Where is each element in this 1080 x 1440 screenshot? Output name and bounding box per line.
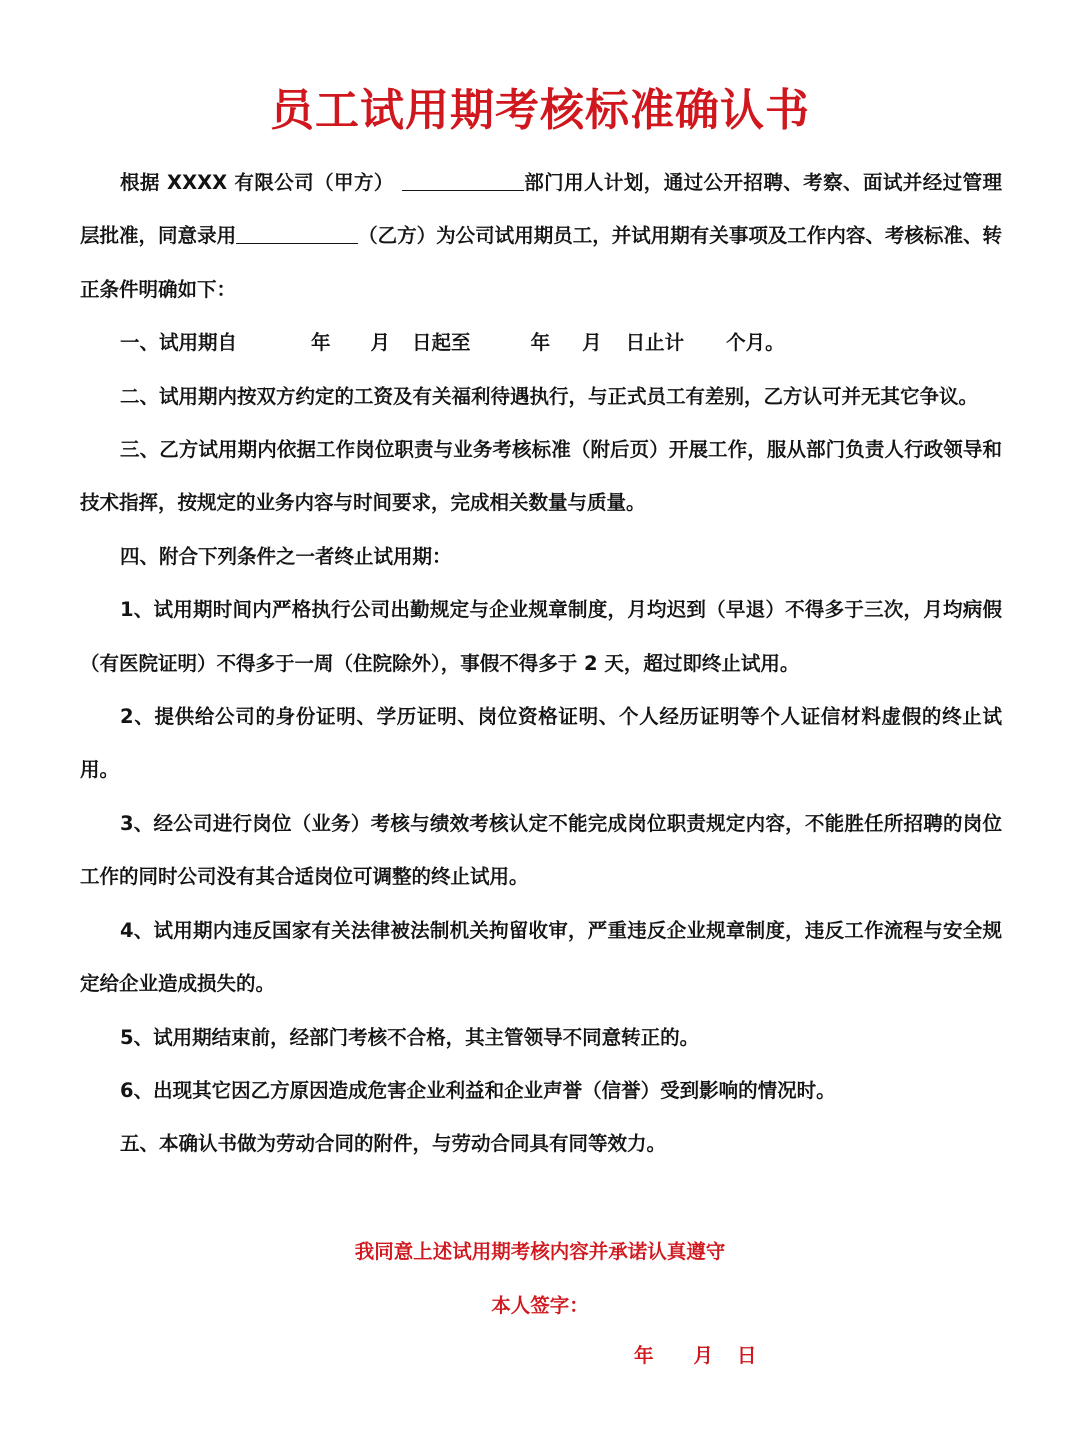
sign-date-day: 日: [737, 1344, 757, 1367]
sign-date-year: 年: [634, 1344, 654, 1367]
intro-text-1: 根据 XXXX 有限公司（甲方）: [120, 171, 394, 194]
clause-1-prefix: 一、试用期自: [120, 331, 238, 355]
intro-paragraph: [80, 156, 1002, 316]
clause-1-day-to: 日止计: [625, 331, 685, 355]
department-blank[interactable]: [402, 168, 524, 191]
sign-date-month: 月: [693, 1344, 714, 1367]
clause-2: 二、试用期内按双方约定的工资及有关福利待遇执行，与正式员工有差别，乙方认可并无其它争议。: [120, 384, 979, 408]
condition-item-6: 6、出现其它因乙方原因造成危害企业利益和企业声誉（信誉）受到影响的情况时。: [120, 1078, 836, 1102]
clause-5: 五、本确认书做为劳动合同的附件，与劳动合同具有同等效力。: [120, 1132, 667, 1156]
condition-item-3: 3、经公司进行岗位（业务）考核与绩效考核认定不能完成岗位职责规定内容，不能胜任所招聘的岗位工作的同时公司没有其合适岗位可调整的终止试用。: [80, 811, 1002, 889]
document-title: 员工试用期考核标准确认书: [270, 85, 810, 136]
intro-text-3: （乙方）为公司试用期员工，并试用期有关事项及工作内容、考核标准、转正条件明确如下：: [80, 224, 1002, 301]
clause-1: [80, 316, 1002, 369]
clause-3: 三、乙方试用期内依据工作岗位职责与业务考核标准（附后页）开展工作，服从部门负责人行政领导和技术指挥，按规定的业务内容与时间要求，完成相关数量与质量。: [80, 438, 1002, 515]
condition-item-2: 2、提供给公司的身份证明、学历证明、岗位资格证明、个人经历证明等个人证信材料虚假的终止试用。: [80, 705, 1002, 782]
condition-item-5: 5、试用期结束前，经部门考核不合格，其主管领导不同意转正的。: [120, 1025, 700, 1049]
clause-1-day-from: 日起至: [412, 331, 471, 355]
clause-1-year-from: 年: [311, 331, 331, 355]
clause-1-months: 个月。: [726, 331, 785, 355]
signature-date: [634, 1340, 757, 1368]
clause-1-month-from: 月: [370, 331, 391, 355]
clause-4: 四、附合下列条件之一者终止试用期：: [120, 544, 452, 568]
agreement-statement: 我同意上述试用期考核内容并承诺认真遵守: [354, 1240, 726, 1263]
intro-text-2: 部门用人计划，通过公开招聘、考察、面试并经过管理层批准，同意录用: [80, 171, 1002, 248]
condition-item-4: 4、试用期内违反国家有关法律被法制机关拘留收审，严重违反企业规章制度，违反工作流程与安全规定给企业造成损失的。: [80, 918, 1002, 996]
clause-1-year-to: 年: [530, 331, 551, 355]
employee-name-blank[interactable]: [236, 221, 358, 244]
condition-item-1: 1、试用期时间内严格执行公司出勤规定与企业规章制度，月均迟到（早退）不得多于三次，月均病假（有医院证明）不得多于一周（住院除外），事假不得多于 2 天，超过即终止试用。: [80, 598, 1002, 675]
signature-label[interactable]: 本人签字：: [491, 1294, 589, 1317]
clause-1-month-to: 月: [582, 331, 602, 355]
document-body: [80, 156, 1002, 1171]
